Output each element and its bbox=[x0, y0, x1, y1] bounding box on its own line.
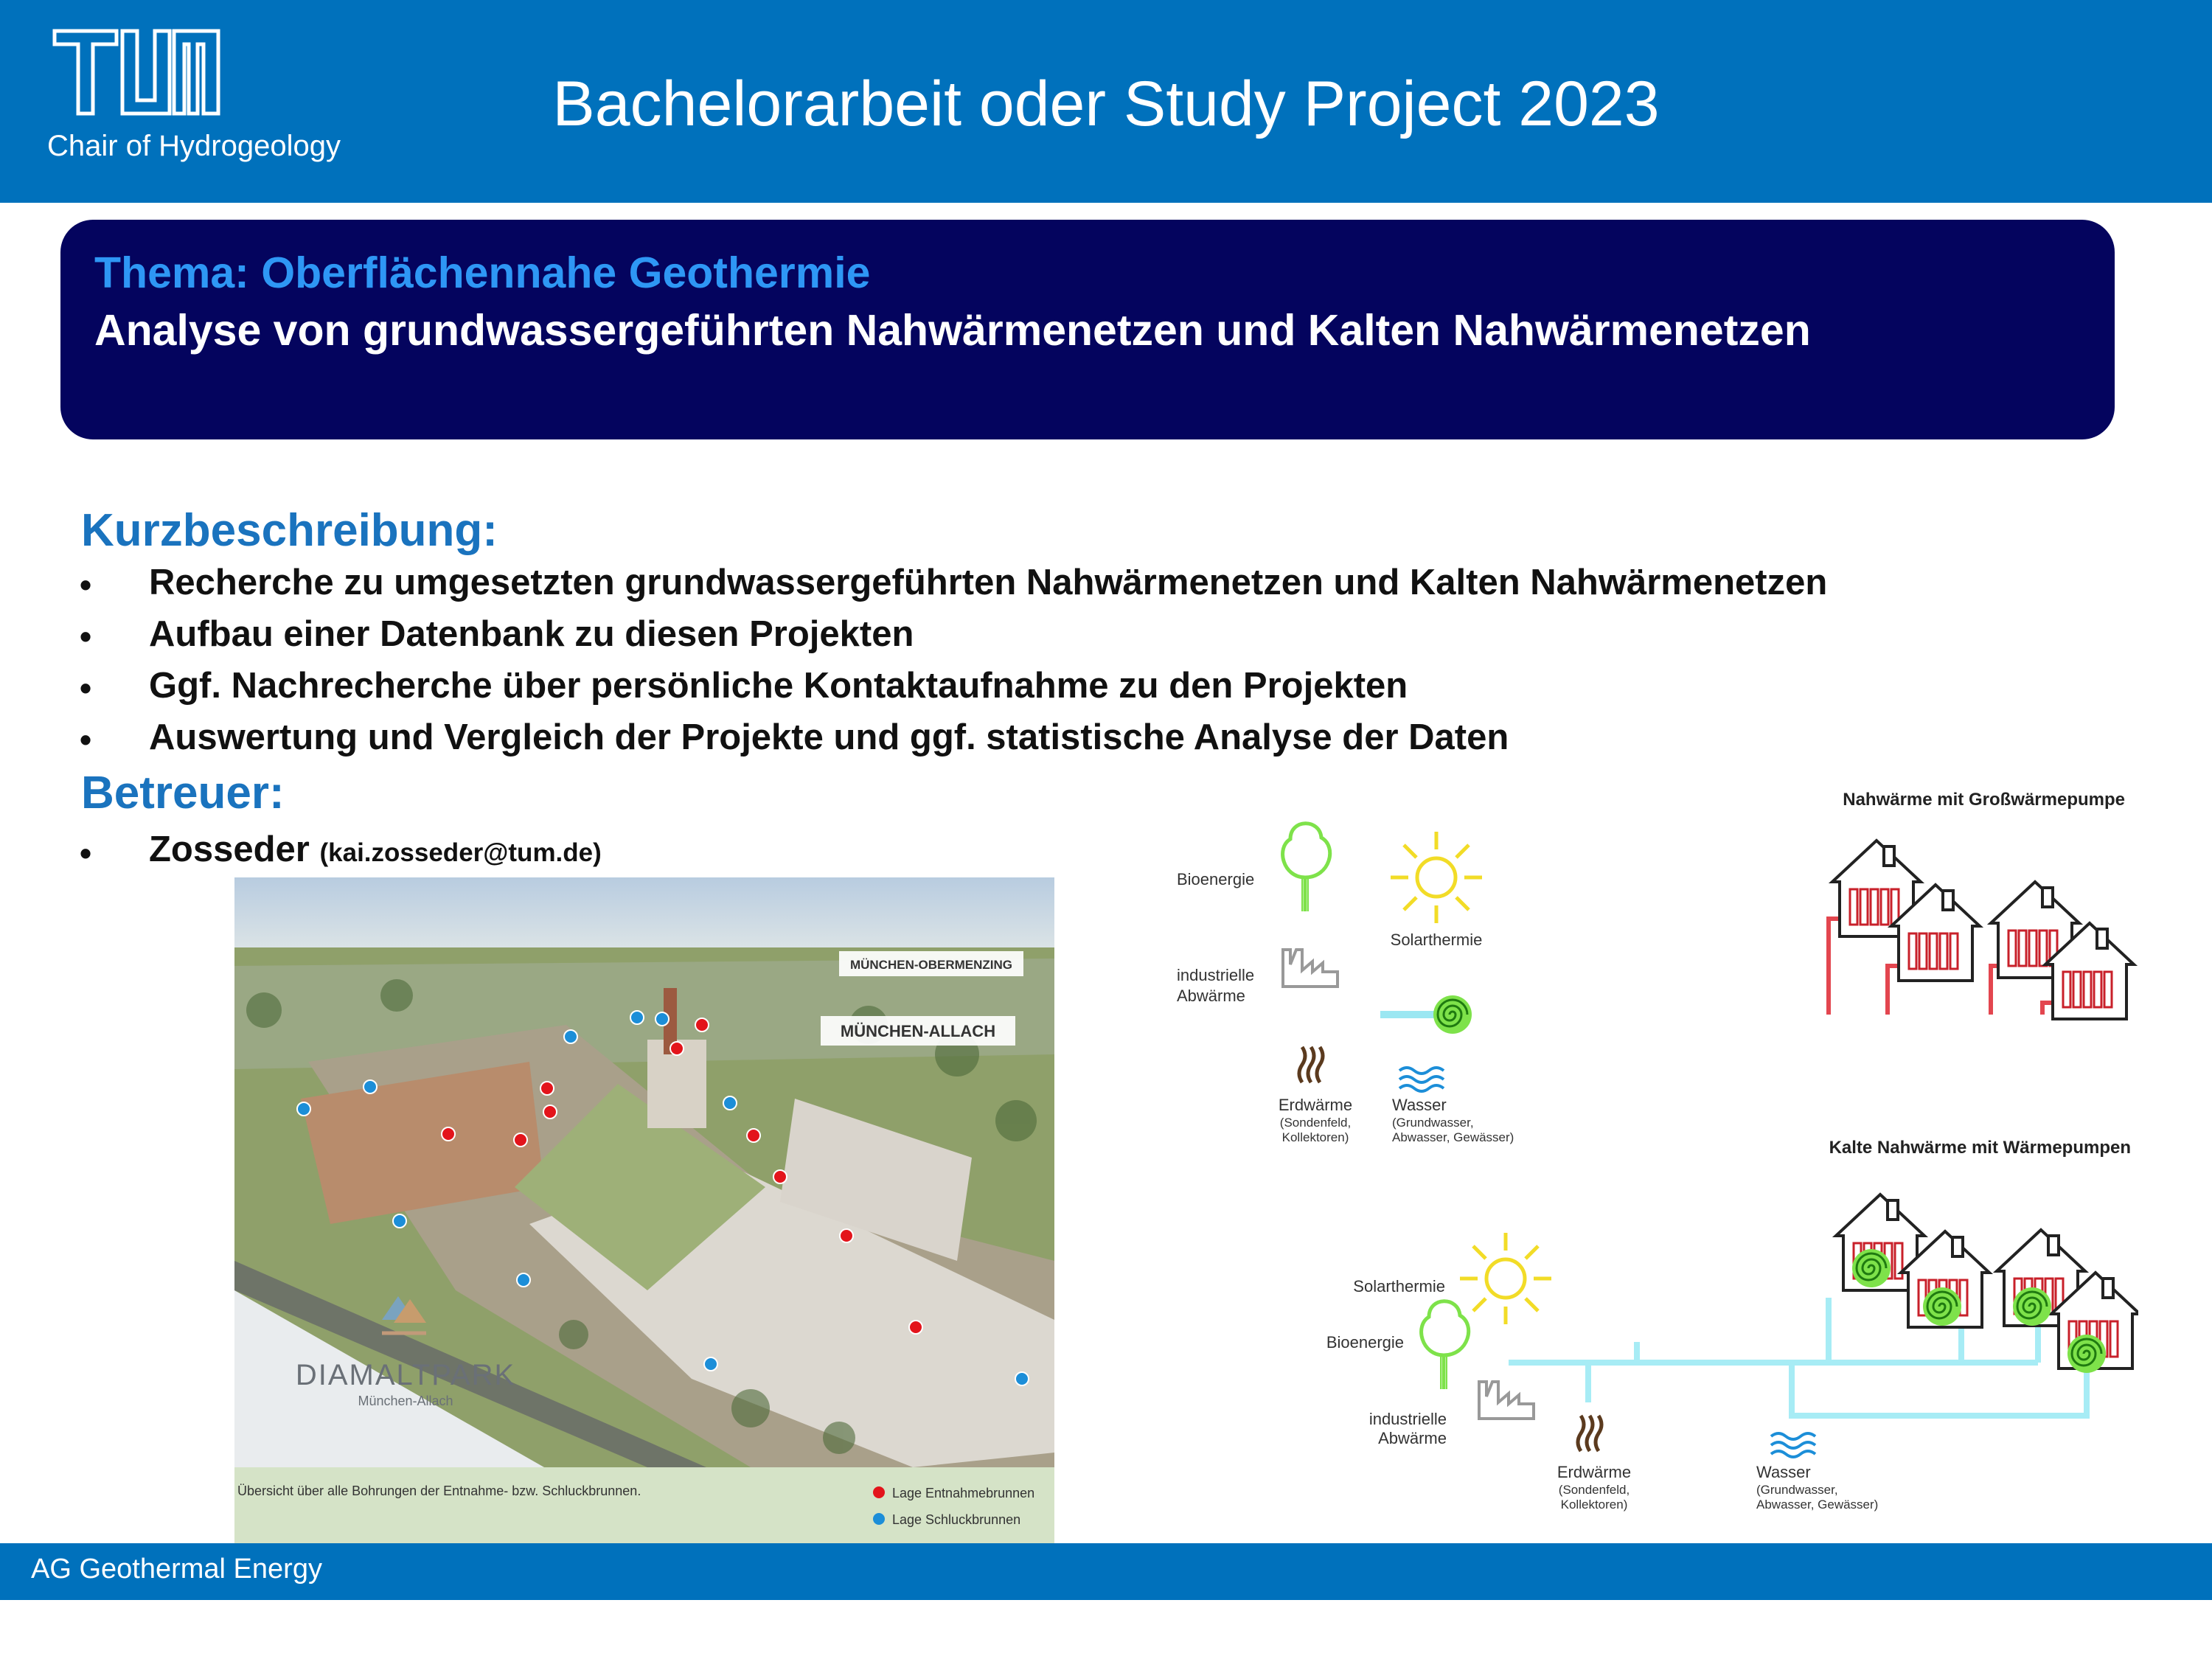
bottom-abwaerme-label-2: Abwärme bbox=[1378, 1429, 1447, 1447]
legend-blue-dot bbox=[873, 1513, 885, 1525]
marker-entnahme bbox=[747, 1129, 760, 1142]
aerial-photo-graphic bbox=[234, 877, 1054, 1550]
legend-red-label: Lage Entnahmebrunnen bbox=[892, 1486, 1035, 1500]
bullet-dot: • bbox=[80, 669, 92, 707]
bioenergy-icon bbox=[1422, 1301, 1469, 1389]
heat-pump-icon bbox=[1923, 1287, 1961, 1326]
page-title: Bachelorarbeit oder Study Project 2023 bbox=[552, 69, 1660, 139]
topic-label: Thema: Oberflächennahe Geothermie bbox=[94, 248, 871, 297]
geothermal-icon bbox=[1578, 1416, 1601, 1451]
bullet-item: Aufbau einer Datenbank zu diesen Projekten bbox=[149, 614, 914, 654]
bottom-abwaerme-label-1: industrielle bbox=[1368, 1410, 1447, 1428]
top-wasser-label: Wasser bbox=[1392, 1096, 1447, 1114]
top-erdwaerme-detail-1: (Sondenfeld, bbox=[1279, 1116, 1352, 1130]
supervisor-name: Zosseder bbox=[149, 830, 310, 869]
bullet-item: Ggf. Nachrecherche über persönliche Kontaktaufnahme zu den Projekten bbox=[149, 666, 1408, 706]
heat-pump-icon bbox=[2067, 1335, 2106, 1373]
top-bioenergie-label: Bioenergie bbox=[1177, 870, 1255, 888]
top-abwaerme-label-1: industrielle bbox=[1177, 966, 1255, 984]
bullet-dot: • bbox=[80, 834, 92, 872]
diagram-bottom-title: Kalte Nahwärme mit Wärmepumpen bbox=[1829, 1138, 2131, 1158]
legend-blue-label: Lage Schluckbrunnen bbox=[892, 1512, 1021, 1527]
bottom-erdwaerme-detail-2: Kollektoren) bbox=[1560, 1498, 1628, 1512]
bottom-wasser-detail-2: Abwasser, Gewässer) bbox=[1756, 1498, 1879, 1512]
marker-entnahme bbox=[909, 1321, 922, 1334]
legend-red-dot bbox=[873, 1486, 885, 1498]
photo-caption: Übersicht über alle Bohrungen der Entnahme- bzw. Schluckbrunnen. bbox=[237, 1484, 641, 1498]
water-icon bbox=[1771, 1433, 1815, 1457]
supervisor-line bbox=[149, 829, 602, 870]
heat-pump-icon bbox=[1433, 995, 1472, 1034]
label-obermenzing: MÜNCHEN-OBERMENZING bbox=[849, 958, 1013, 972]
marker-schluck bbox=[704, 1357, 717, 1371]
top-wasser-detail-1: (Grundwasser, bbox=[1392, 1116, 1474, 1130]
description-heading: Kurzbeschreibung: bbox=[81, 505, 498, 556]
topic-subtitle: Analyse von grundwassergeführten Nahwärmenetzen und Kalten Nahwärmenetzen bbox=[94, 306, 1811, 355]
photo-brand-sub: München-Allach bbox=[358, 1394, 453, 1408]
bottom-erdwaerme-label: Erdwärme bbox=[1557, 1463, 1632, 1481]
marker-entnahme bbox=[773, 1170, 787, 1183]
top-erdwaerme-detail-2: Kollektoren) bbox=[1281, 1130, 1349, 1144]
heat-pump-icon bbox=[1852, 1249, 1891, 1287]
marker-schluck bbox=[723, 1096, 737, 1110]
label-allach: MÜNCHEN-ALLACH bbox=[840, 1022, 996, 1040]
diagram-top-title: Nahwärme mit Großwärmepumpe bbox=[1843, 790, 2125, 810]
marker-entnahme bbox=[540, 1082, 554, 1095]
marker-entnahme bbox=[695, 1018, 709, 1032]
marker-schluck bbox=[655, 1012, 669, 1026]
marker-entnahme bbox=[670, 1042, 684, 1055]
top-solarthermie-label: Solarthermie bbox=[1390, 931, 1483, 949]
bullet-dot: • bbox=[80, 566, 92, 604]
marker-schluck bbox=[364, 1080, 377, 1093]
geothermal-icon bbox=[1299, 1047, 1323, 1082]
network-diagram bbox=[1150, 782, 2138, 1541]
marker-schluck bbox=[1015, 1372, 1029, 1385]
photo-brand: DIAMALTPARK bbox=[295, 1359, 516, 1391]
top-erdwaerme-label: Erdwärme bbox=[1278, 1096, 1353, 1114]
sun-icon bbox=[1460, 1233, 1551, 1324]
marker-schluck bbox=[630, 1011, 644, 1024]
supervisor-heading: Betreuer: bbox=[81, 768, 285, 818]
marker-entnahme bbox=[543, 1105, 557, 1119]
bullet-item: Auswertung und Vergleich der Projekte und ggf. statistische Analyse der Daten bbox=[149, 717, 1509, 757]
marker-entnahme bbox=[840, 1229, 853, 1242]
footer-bar bbox=[0, 1543, 2212, 1600]
aerial-photo bbox=[234, 877, 1054, 1550]
bullet-dot: • bbox=[80, 720, 92, 759]
top-wasser-detail-2: Abwasser, Gewässer) bbox=[1392, 1130, 1514, 1144]
marker-schluck bbox=[564, 1030, 577, 1043]
footer-text: AG Geothermal Energy bbox=[31, 1554, 322, 1585]
sun-icon bbox=[1391, 832, 1482, 923]
supervisor-email[interactable]: (kai.zosseder@tum.de) bbox=[319, 838, 602, 867]
bottom-bioenergie-label: Bioenergie bbox=[1326, 1333, 1404, 1352]
marker-schluck bbox=[393, 1214, 406, 1228]
bullet-item: Recherche zu umgesetzten grundwassergeführten Nahwärmenetzen und Kalten Nahwärmenetzen bbox=[149, 563, 1828, 602]
factory-icon bbox=[1283, 950, 1338, 987]
bottom-erdwaerme-detail-1: (Sondenfeld, bbox=[1558, 1483, 1630, 1497]
marker-schluck bbox=[297, 1102, 310, 1116]
bottom-wasser-detail-1: (Grundwasser, bbox=[1756, 1483, 1838, 1497]
bottom-wasser-label: Wasser bbox=[1756, 1463, 1811, 1481]
heat-pump-icon bbox=[2013, 1287, 2051, 1326]
top-abwaerme-label-2: Abwärme bbox=[1177, 987, 1245, 1005]
chair-name: Chair of Hydrogeology bbox=[47, 130, 341, 162]
marker-entnahme bbox=[442, 1127, 455, 1141]
marker-schluck bbox=[517, 1273, 530, 1287]
factory-icon bbox=[1479, 1382, 1534, 1419]
bullet-dot: • bbox=[80, 617, 92, 655]
marker-entnahme bbox=[514, 1133, 527, 1147]
water-icon bbox=[1399, 1068, 1444, 1091]
cold-network-pipes bbox=[1509, 1274, 2087, 1416]
bottom-solarthermie-label: Solarthermie bbox=[1353, 1277, 1445, 1295]
bioenergy-icon bbox=[1283, 824, 1330, 911]
